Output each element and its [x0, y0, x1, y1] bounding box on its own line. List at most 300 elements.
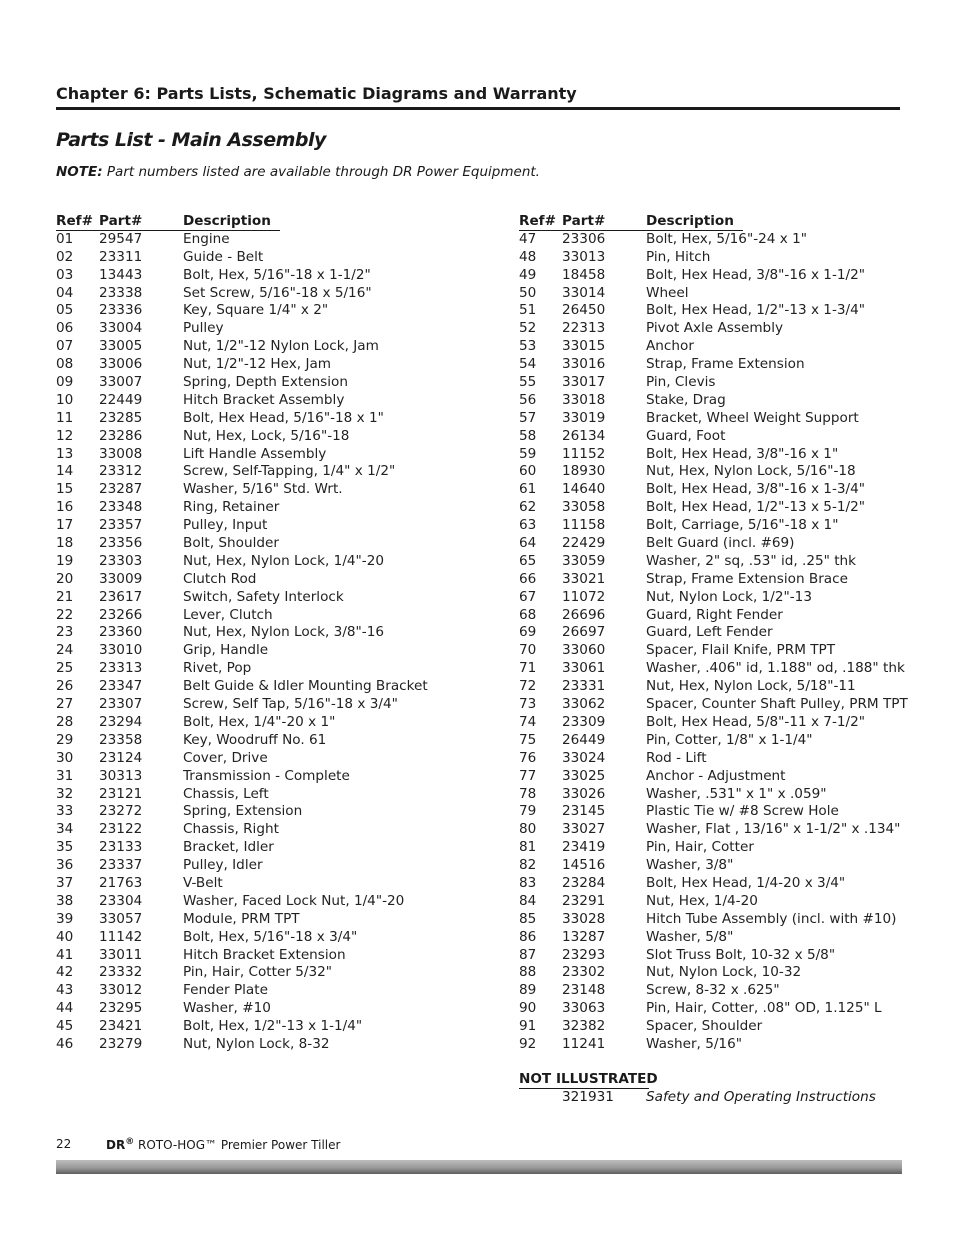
description-cell: Bolt, Carriage, 5/16"-18 x 1": [646, 517, 839, 534]
ref-cell: 56: [519, 391, 537, 408]
part-cell: 23291: [562, 892, 606, 909]
part-cell: 33017: [562, 374, 606, 391]
table-row: [519, 982, 909, 1000]
part-cell: 33005: [99, 338, 143, 355]
table-header-right: [519, 213, 909, 231]
table-row: [519, 678, 909, 696]
part-cell: 23332: [99, 964, 143, 981]
description-cell: Wheel: [646, 284, 689, 301]
part-cell: 33010: [99, 642, 143, 659]
description-cell: Nut, 1/2"-12 Nylon Lock, Jam: [183, 338, 379, 355]
table-row: [519, 374, 909, 392]
description-cell: Transmission - Complete: [183, 767, 350, 784]
description-cell: Pulley, Idler: [183, 857, 263, 874]
description-cell: Switch, Safety Interlock: [183, 588, 344, 605]
description-cell: Bolt, Shoulder: [183, 535, 279, 552]
table-row: [56, 911, 476, 929]
part-cell: 23338: [99, 284, 143, 301]
table-row: [519, 356, 909, 374]
ref-cell: 57: [519, 409, 537, 426]
ref-cell: 50: [519, 284, 537, 301]
table-row: [56, 660, 476, 678]
part-cell: 33057: [99, 910, 143, 927]
description-cell: Pin, Cotter, 1/8" x 1-1/4": [646, 731, 813, 748]
ref-cell: 04: [56, 284, 74, 301]
table-row: [519, 607, 909, 625]
description-cell: Bracket, Idler: [183, 839, 274, 856]
table-row: [519, 714, 909, 732]
header-part: Part#: [562, 213, 606, 229]
table-row: [56, 553, 476, 571]
table-row: [56, 857, 476, 875]
ref-cell: 46: [56, 1035, 74, 1052]
table-row: [56, 338, 476, 356]
ref-cell: 33: [56, 803, 74, 820]
part-cell: 11152: [562, 445, 606, 462]
table-row: [519, 481, 909, 499]
description-cell: Spacer, Flail Knife, PRM TPT: [646, 642, 836, 659]
description-cell: Washer, Flat , 13/16" x 1-1/2" x .134": [646, 821, 901, 838]
description-cell: Nut, Nylon Lock, 10-32: [646, 964, 802, 981]
part-cell: 23421: [99, 1018, 143, 1035]
table-row: [56, 696, 476, 714]
table-row: [519, 302, 909, 320]
part-cell: 33008: [99, 445, 143, 462]
table-row: [56, 571, 476, 589]
table-row: [519, 338, 909, 356]
table-row: [56, 982, 476, 1000]
description-cell: Screw, 8-32 x .625": [646, 982, 780, 999]
part-cell: 22449: [99, 391, 143, 408]
part-cell: 23145: [562, 803, 606, 820]
ref-cell: 67: [519, 588, 537, 605]
ref-cell: 17: [56, 517, 74, 534]
ref-cell: 20: [56, 570, 74, 587]
table-row: [519, 893, 909, 911]
table-row: [56, 803, 476, 821]
part-cell: 23293: [562, 946, 606, 963]
description-cell: Nut, Hex, Nylon Lock, 5/16"-18: [646, 463, 856, 480]
part-cell: 33019: [562, 409, 606, 426]
ref-cell: 52: [519, 320, 537, 337]
not-illustrated-heading: NOT ILLUSTRATED: [519, 1071, 658, 1087]
part-cell: 33027: [562, 821, 606, 838]
part-cell: 23309: [562, 713, 606, 730]
part-cell: 33012: [99, 982, 143, 999]
part-cell: 23357: [99, 517, 143, 534]
part-cell: 23306: [562, 230, 606, 247]
chapter-title: Chapter 6: Parts Lists, Schematic Diagrams and Warranty: [56, 84, 577, 103]
description-cell: Key, Woodruff No. 61: [183, 731, 327, 748]
ref-cell: 24: [56, 642, 74, 659]
description-cell: Bolt, Hex Head, 3/8"-16 x 1-3/4": [646, 481, 865, 498]
ref-cell: 12: [56, 427, 74, 444]
ref-cell: 16: [56, 499, 74, 516]
part-cell: 22429: [562, 535, 606, 552]
ref-cell: 83: [519, 874, 537, 891]
ref-cell: 76: [519, 749, 537, 766]
description-cell: Cover, Drive: [183, 749, 268, 766]
table-row: [519, 857, 909, 875]
footer-bar: [56, 1160, 902, 1174]
description-cell: Bolt, Hex Head, 5/8"-11 x 7-1/2": [646, 713, 865, 730]
description-cell: Anchor: [646, 338, 694, 355]
part-cell: 33026: [562, 785, 606, 802]
ref-cell: 39: [56, 910, 74, 927]
table-row: [56, 947, 476, 965]
ref-cell: 79: [519, 803, 537, 820]
description-cell: Bolt, Hex, 1/2"-13 x 1-1/4": [183, 1018, 363, 1035]
table-row: [519, 839, 909, 857]
ref-cell: 60: [519, 463, 537, 480]
table-row: [519, 750, 909, 768]
table-row: [519, 267, 909, 285]
ref-cell: 91: [519, 1018, 537, 1035]
part-cell: 33060: [562, 642, 606, 659]
part-cell: 33024: [562, 749, 606, 766]
part-cell: 11142: [99, 928, 143, 945]
part-cell: 33021: [562, 570, 606, 587]
ref-cell: 32: [56, 785, 74, 802]
part-cell: 23124: [99, 749, 143, 766]
part-cell: 33028: [562, 910, 606, 927]
part-cell: 23347: [99, 678, 143, 695]
description-cell: Bolt, Hex, 5/16"-24 x 1": [646, 230, 807, 247]
part-cell: 23312: [99, 463, 143, 480]
description-cell: Washer, 5/16" Std. Wrt.: [183, 481, 343, 498]
ref-cell: 86: [519, 928, 537, 945]
header-description: Description: [183, 213, 271, 229]
description-cell: V-Belt: [183, 874, 223, 891]
description-cell: Washer, .406" id, 1.188" od, .188" thk: [646, 660, 905, 677]
ref-cell: 41: [56, 946, 74, 963]
table-row: [519, 589, 909, 607]
table-row: [56, 1018, 476, 1036]
table-row: [56, 964, 476, 982]
not-illustrated-part: 321931: [562, 1089, 614, 1105]
ref-cell: 62: [519, 499, 537, 516]
description-cell: Washer, .531" x 1" x .059": [646, 785, 827, 802]
ref-cell: 08: [56, 356, 74, 373]
table-row: [519, 696, 909, 714]
part-cell: 11241: [562, 1035, 606, 1052]
table-row: [56, 481, 476, 499]
header-ref: Ref#: [519, 213, 556, 229]
description-cell: Screw, Self-Tapping, 1/4" x 1/2": [183, 463, 396, 480]
table-row: [56, 929, 476, 947]
ref-cell: 25: [56, 660, 74, 677]
part-cell: 23348: [99, 499, 143, 516]
description-cell: Pin, Clevis: [646, 374, 716, 391]
part-cell: 23272: [99, 803, 143, 820]
part-cell: 33062: [562, 696, 606, 713]
table-row: [56, 320, 476, 338]
table-row: [56, 517, 476, 535]
ref-cell: 70: [519, 642, 537, 659]
ref-cell: 92: [519, 1035, 537, 1052]
ref-cell: 81: [519, 839, 537, 856]
table-row: [519, 1036, 909, 1054]
part-cell: 23285: [99, 409, 143, 426]
description-cell: Nut, 1/2"-12 Hex, Jam: [183, 356, 332, 373]
note-text: Part numbers listed are available through DR Power Equipment.: [102, 164, 540, 180]
table-row: [56, 1036, 476, 1054]
table-row: [56, 750, 476, 768]
part-cell: 23294: [99, 713, 143, 730]
table-row: [519, 1018, 909, 1036]
table-row: [56, 786, 476, 804]
part-cell: 33059: [562, 552, 606, 569]
description-cell: Ring, Retainer: [183, 499, 280, 516]
part-cell: 18458: [562, 266, 606, 283]
description-cell: Nut, Hex, Nylon Lock, 3/8"-16: [183, 624, 385, 641]
part-cell: 23287: [99, 481, 143, 498]
description-cell: Washer, #10: [183, 1000, 271, 1017]
table-row: [56, 732, 476, 750]
part-cell: 18930: [562, 463, 606, 480]
chapter-divider: [56, 107, 900, 110]
ref-cell: 82: [519, 857, 537, 874]
ref-cell: 21: [56, 588, 74, 605]
table-row: [519, 249, 909, 267]
description-cell: Pin, Hair, Cotter: [646, 839, 754, 856]
ref-cell: 64: [519, 535, 537, 552]
part-cell: 22313: [562, 320, 606, 337]
ref-cell: 42: [56, 964, 74, 981]
ref-cell: 11: [56, 409, 74, 426]
ref-cell: 87: [519, 946, 537, 963]
parts-table-right: [519, 213, 909, 1054]
description-cell: Rod - Lift: [646, 749, 707, 766]
table-row: [519, 463, 909, 481]
table-row: [519, 535, 909, 553]
description-cell: Chassis, Left: [183, 785, 269, 802]
ref-cell: 74: [519, 713, 537, 730]
part-cell: 33011: [99, 946, 143, 963]
part-cell: 33063: [562, 1000, 606, 1017]
ref-cell: 80: [519, 821, 537, 838]
description-cell: Nut, Nylon Lock, 1/2"-13: [646, 588, 812, 605]
table-header-left: [56, 213, 476, 231]
table-row: [56, 428, 476, 446]
ref-cell: 14: [56, 463, 74, 480]
part-cell: 14516: [562, 857, 606, 874]
table-row: [56, 714, 476, 732]
ref-cell: 66: [519, 570, 537, 587]
description-cell: Spring, Depth Extension: [183, 374, 348, 391]
part-cell: 23266: [99, 606, 143, 623]
table-row: [56, 231, 476, 249]
part-cell: 23617: [99, 588, 143, 605]
ref-cell: 71: [519, 660, 537, 677]
table-row: [56, 839, 476, 857]
ref-cell: 29: [56, 731, 74, 748]
table-row: [519, 947, 909, 965]
ref-cell: 77: [519, 767, 537, 784]
table-row: [56, 463, 476, 481]
table-row: [519, 732, 909, 750]
table-row: [519, 392, 909, 410]
ref-cell: 28: [56, 713, 74, 730]
description-cell: Guard, Right Fender: [646, 606, 783, 623]
description-cell: Set Screw, 5/16"-18 x 5/16": [183, 284, 372, 301]
table-row: [519, 320, 909, 338]
description-cell: Lever, Clutch: [183, 606, 273, 623]
ref-cell: 03: [56, 266, 74, 283]
ref-cell: 61: [519, 481, 537, 498]
part-cell: 23302: [562, 964, 606, 981]
ref-cell: 54: [519, 356, 537, 373]
part-cell: 23307: [99, 696, 143, 713]
part-cell: 26450: [562, 302, 606, 319]
table-row: [56, 392, 476, 410]
table-row: [56, 374, 476, 392]
part-cell: 33058: [562, 499, 606, 516]
description-cell: Fender Plate: [183, 982, 268, 999]
description-cell: Washer, 5/8": [646, 928, 734, 945]
description-cell: Pin, Hitch: [646, 248, 711, 265]
description-cell: Pulley, Input: [183, 517, 268, 534]
ref-cell: 13: [56, 445, 74, 462]
description-cell: Stake, Drag: [646, 391, 726, 408]
table-row: [519, 553, 909, 571]
part-cell: 23337: [99, 857, 143, 874]
description-cell: Pin, Hair, Cotter, .08" OD, 1.125" L: [646, 1000, 882, 1017]
part-cell: 21763: [99, 874, 143, 891]
part-cell: 29547: [99, 230, 143, 247]
table-row: [519, 624, 909, 642]
part-cell: 13287: [562, 928, 606, 945]
table-row: [56, 768, 476, 786]
description-cell: Washer, 2" sq, .53" id, .25" thk: [646, 552, 857, 569]
ref-cell: 51: [519, 302, 537, 319]
ref-cell: 69: [519, 624, 537, 641]
part-cell: 23331: [562, 678, 606, 695]
ref-cell: 84: [519, 892, 537, 909]
description-cell: Bracket, Wheel Weight Support: [646, 409, 859, 426]
table-row: [56, 821, 476, 839]
part-cell: 23311: [99, 248, 143, 265]
table-row: [56, 249, 476, 267]
table-row: [519, 446, 909, 464]
ref-cell: 22: [56, 606, 74, 623]
table-row: [56, 499, 476, 517]
description-cell: Nut, Hex, Nylon Lock, 1/4"-20: [183, 552, 385, 569]
description-cell: Module, PRM TPT: [183, 910, 300, 927]
part-cell: 33013: [562, 248, 606, 265]
description-cell: Guard, Left Fender: [646, 624, 773, 641]
description-cell: Bolt, Hex, 1/4"-20 x 1": [183, 713, 336, 730]
parts-table-left: [56, 213, 476, 1054]
ref-cell: 35: [56, 839, 74, 856]
ref-cell: 34: [56, 821, 74, 838]
part-cell: 23336: [99, 302, 143, 319]
page-number: 22: [56, 1137, 72, 1151]
part-cell: 33004: [99, 320, 143, 337]
description-cell: Pivot Axle Assembly: [646, 320, 784, 337]
ref-cell: 30: [56, 749, 74, 766]
part-cell: 23122: [99, 821, 143, 838]
part-cell: 33015: [562, 338, 606, 355]
description-cell: Plastic Tie w/ #8 Screw Hole: [646, 803, 839, 820]
ref-cell: 90: [519, 1000, 537, 1017]
part-cell: 33014: [562, 284, 606, 301]
ref-cell: 01: [56, 230, 74, 247]
table-row: [56, 1000, 476, 1018]
description-cell: Bolt, Hex, 5/16"-18 x 3/4": [183, 928, 358, 945]
description-cell: Washer, 5/16": [646, 1035, 742, 1052]
part-cell: 11072: [562, 588, 606, 605]
ref-cell: 15: [56, 481, 74, 498]
description-cell: Nut, Hex, 1/4-20: [646, 892, 758, 909]
description-cell: Belt Guide & Idler Mounting Bracket: [183, 678, 428, 695]
ref-cell: 89: [519, 982, 537, 999]
description-cell: Screw, Self Tap, 5/16"-18 x 3/4": [183, 696, 398, 713]
description-cell: Bolt, Hex, 5/16"-18 x 1-1/2": [183, 266, 371, 283]
not-illustrated-description: Safety and Operating Instructions: [646, 1089, 876, 1105]
description-cell: Guard, Foot: [646, 427, 726, 444]
registered-mark: ®: [125, 1137, 135, 1147]
note: [56, 164, 540, 180]
ref-cell: 05: [56, 302, 74, 319]
description-cell: Grip, Handle: [183, 642, 269, 659]
description-cell: Hitch Bracket Assembly: [183, 391, 345, 408]
part-cell: 23356: [99, 535, 143, 552]
description-cell: Spacer, Shoulder: [646, 1018, 763, 1035]
ref-cell: 45: [56, 1018, 74, 1035]
part-cell: 23358: [99, 731, 143, 748]
part-cell: 23295: [99, 1000, 143, 1017]
description-cell: Rivet, Pop: [183, 660, 252, 677]
table-row: [56, 446, 476, 464]
part-cell: 13443: [99, 266, 143, 283]
description-cell: Spacer, Counter Shaft Pulley, PRM TPT: [646, 696, 908, 713]
ref-cell: 19: [56, 552, 74, 569]
table-row: [519, 875, 909, 893]
part-cell: 33018: [562, 391, 606, 408]
table-row: [56, 642, 476, 660]
ref-cell: 40: [56, 928, 74, 945]
description-cell: Pin, Hair, Cotter 5/32": [183, 964, 333, 981]
part-cell: 11158: [562, 517, 606, 534]
left-rows: [56, 231, 476, 1054]
part-cell: 26697: [562, 624, 606, 641]
ref-cell: 88: [519, 964, 537, 981]
part-cell: 26449: [562, 731, 606, 748]
ref-cell: 72: [519, 678, 537, 695]
part-cell: 30313: [99, 767, 143, 784]
header-part: Part#: [99, 213, 143, 229]
ref-cell: 55: [519, 374, 537, 391]
ref-cell: 48: [519, 248, 537, 265]
description-cell: Strap, Frame Extension: [646, 356, 805, 373]
ref-cell: 37: [56, 874, 74, 891]
description-cell: Bolt, Hex Head, 3/8"-16 x 1-1/2": [646, 266, 865, 283]
description-cell: Chassis, Right: [183, 821, 279, 838]
description-cell: Spring, Extension: [183, 803, 303, 820]
ref-cell: 23: [56, 624, 74, 641]
table-row: [519, 571, 909, 589]
ref-cell: 09: [56, 374, 74, 391]
ref-cell: 10: [56, 391, 74, 408]
table-row: [56, 875, 476, 893]
note-label: NOTE:: [56, 164, 103, 180]
table-row: [519, 517, 909, 535]
description-cell: Strap, Frame Extension Brace: [646, 570, 848, 587]
table-row: [56, 624, 476, 642]
table-row: [56, 356, 476, 374]
table-row: [519, 410, 909, 428]
